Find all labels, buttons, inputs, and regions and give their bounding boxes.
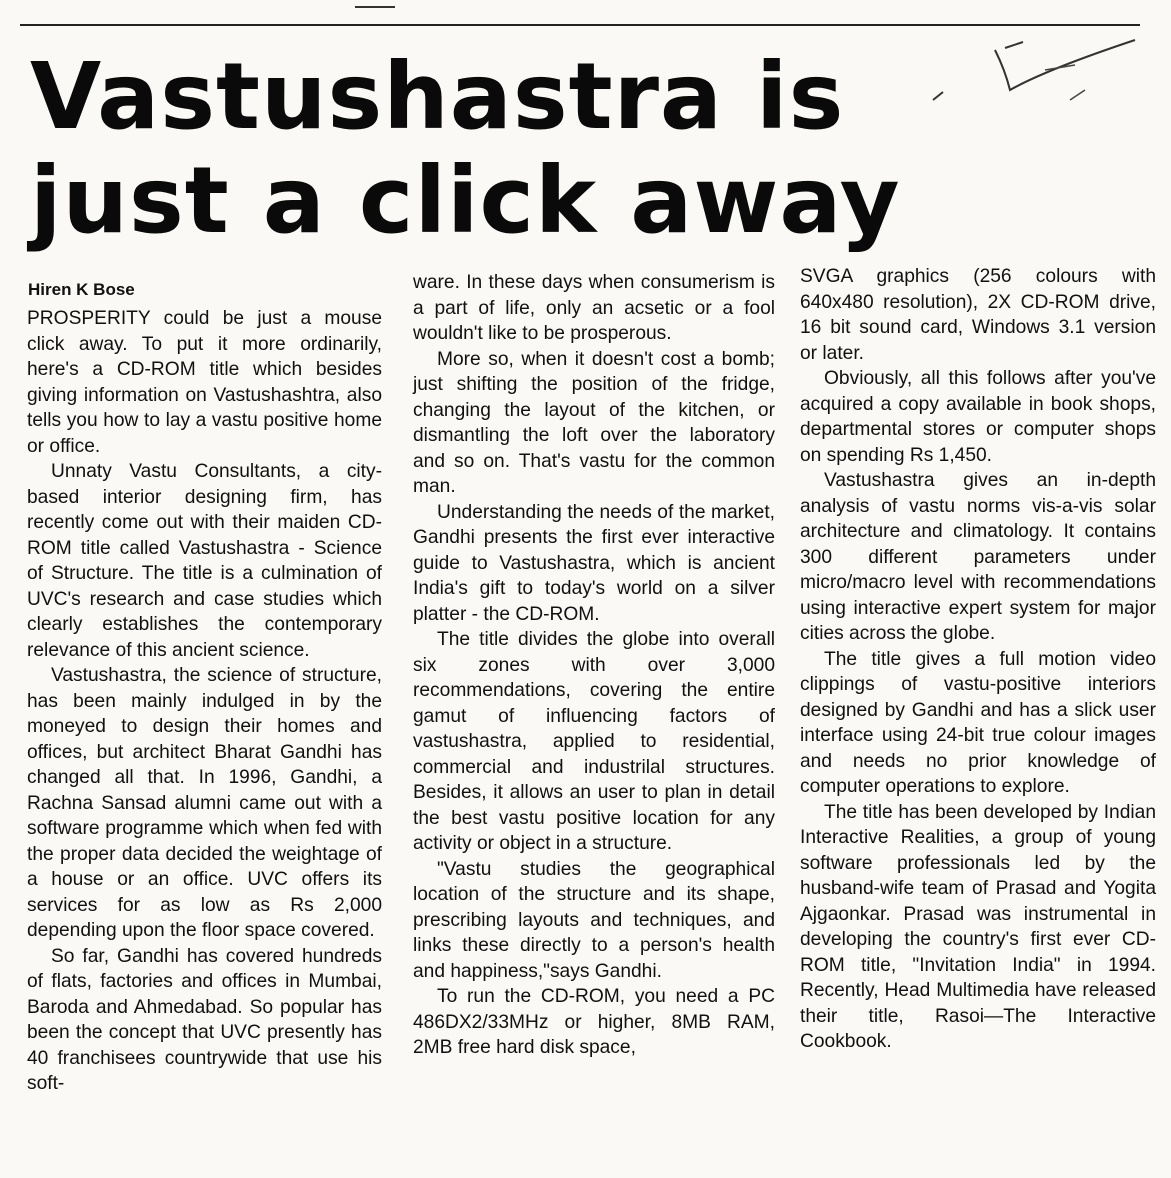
paragraph: Unnaty Vastu Consultants, a city-based interior designing firm, has recently come out with their maiden CD-ROM title called Vastushastra - Science of Structure. The title is a culmination of UVC's research and case studies which clearly establishes the contemporary relevance of this ancient science. (27, 461, 382, 661)
headline (30, 45, 1030, 253)
paragraph: The title has been developed by Indian Interactive Realities, a group of young software professionals led by the husband-wife team of Prasad and Yogita Ajgaonkar. Prasad was instrumental in developing the country's first ever CD-ROM title, "Invitation India" in 1994. Recently, Head Multimedia have released their title, Rasoi—The Interactive Cookbook. (800, 801, 1156, 1052)
paragraph: Obviously, all this follows after you've acquired a copy available in book shops, departmental stores or computer shops on spending Rs 1,450. (800, 368, 1156, 466)
byline: Hiren K Bose (28, 280, 135, 299)
paragraph: ware. In these days when consumerism is a part of life, only an acsetic or a fool wouldn't like to be prosperous. (413, 272, 775, 344)
paragraph: Understanding the needs of the market, Gandhi presents the first ever interactive guide to Vastushastra, which is ancient India's gift to today's world on a silver platter - the CD-ROM. (413, 501, 775, 625)
article-column-2 (413, 270, 775, 1061)
top-rule (20, 24, 1140, 26)
paragraph: Vastushastra, the science of structure, has been mainly indulged in by the moneyed to design their homes and offices, but architect Bharat Gandhi has changed all that. In 1996, Gandhi, a Rachna Sansad alumni came out with a software programme which when fed with the proper data decided the weightage of a house or an office. UVC offers its services for as low as Rs 2,000 depending upon the floor space covered. (27, 665, 382, 941)
paragraph: "Vastu studies the geographical location of the structure and its shape, prescribing layouts and techniques, and links these directly to a person's health and happiness,"says Gandhi. (413, 858, 775, 982)
article-column-1 (27, 306, 382, 1097)
paragraph: To run the CD-ROM, you need a PC 486DX2/33MHz or higher, 8MB RAM, 2MB free hard disk space, (413, 986, 775, 1058)
paragraph: More so, when it doesn't cost a bomb; just shifting the position of the fridge, changing the layout of the kitchen, or dismantling the loft over the laboratory and so on. That's vastu for the common man. (413, 348, 775, 497)
paragraph: The title divides the globe into overall six zones with over 3,000 recommendations, covering the entire gamut of influencing factors of vastushastra, applied to residential, commercial and industrilal structures. Besides, it allows an user to plan in detail the best vastu positive location for any activity or object in a structure. (413, 629, 775, 854)
scan-mark (355, 6, 395, 8)
headline-line-1: Vastushastra is (30, 43, 845, 150)
paragraph: Vastushastra gives an in-depth analysis of vastu norms vis-a-vis solar architecture and climatology. It contains 300 different parameters under micro/macro level with recommendations using interactive expert system for major cities across the globe. (800, 470, 1156, 644)
headline-line-2: just a click away (30, 147, 901, 254)
paragraph: SVGA graphics (256 colours with 640x480 resolution), 2X CD-ROM drive, 16 bit sound card, Windows 3.1 version or later. (800, 266, 1156, 364)
handwritten-tick-mark (925, 30, 1145, 120)
paragraph: PROSPERITY could be just a mouse click away. To put it more ordinarily, here's a CD-ROM title which besides giving information on Vastushashtra, also tells you how to lay a vastu positive home or office. (27, 308, 382, 457)
article-column-3 (800, 264, 1156, 1055)
paragraph: So far, Gandhi has covered hundreds of flats, factories and offices in Mumbai, Baroda and Ahmedabad. So popular has been the concept that UVC presently has 40 franchisees countrywide that use his soft- (27, 945, 382, 1094)
paragraph: The title gives a full motion video clippings of vastu-positive interiors designed by Gandhi and has a slick user interface using 24-bit true colour images and needs no prior knowledge of computer operations to explore. (800, 648, 1156, 797)
